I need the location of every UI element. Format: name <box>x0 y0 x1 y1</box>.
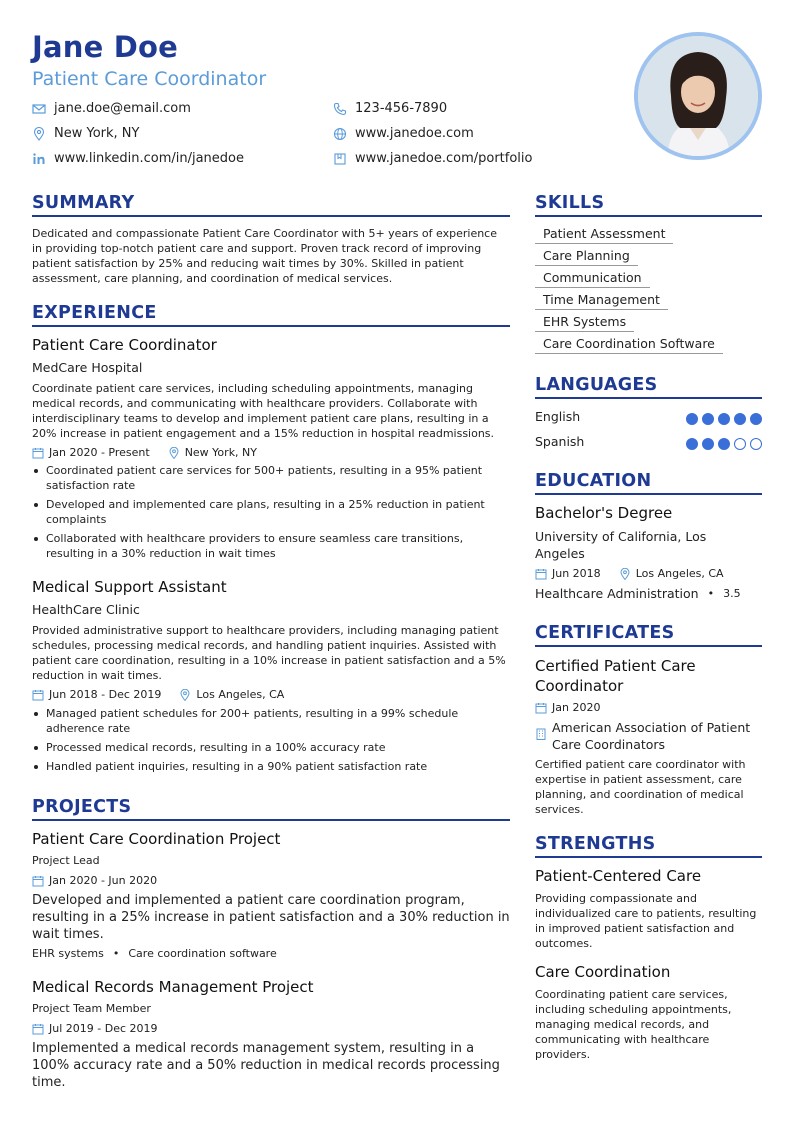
education-divider <box>535 493 762 495</box>
level-dot-filled <box>702 438 714 450</box>
level-dot-filled <box>750 413 762 425</box>
website-text: www.janedoe.com <box>355 126 474 141</box>
languages-divider <box>535 397 762 399</box>
project-1-meta <box>32 874 157 887</box>
portfolio-text: www.janedoe.com/portfolio <box>355 151 533 166</box>
tag: EHR systems <box>32 947 104 960</box>
level-dot-empty <box>750 438 762 450</box>
language-level-dots <box>686 413 766 425</box>
location-pin-icon <box>619 568 631 580</box>
calendar-icon <box>535 702 547 714</box>
contact-location <box>32 126 139 141</box>
strengths-heading: STRENGTHS <box>535 834 656 854</box>
project-1-tags: EHR systems • Care coordination software <box>32 947 277 960</box>
job-2-company: HealthCare Clinic <box>32 602 140 617</box>
education-school: University of California, Los Angeles <box>535 529 707 561</box>
project-1-role: Project Lead <box>32 854 100 867</box>
project-1-dates: Jan 2020 - Jun 2020 <box>49 874 158 887</box>
calendar-icon <box>32 447 44 459</box>
education-field: Healthcare Administration <box>535 586 699 601</box>
education-gpa: 3.5 <box>723 587 741 600</box>
job-1-bullets <box>32 463 510 565</box>
globe-icon <box>333 127 347 141</box>
education-field-row: Healthcare Administration • 3.5 <box>535 586 741 601</box>
calendar-icon <box>32 689 44 701</box>
location-text: New York, NY <box>54 126 140 141</box>
strength-2-name: Care Coordination <box>535 963 671 981</box>
certificate-issuer-row <box>535 719 764 753</box>
linkedin-icon <box>32 152 46 166</box>
strength-1-description: Providing compassionate and individualized care to patients, resulting in improved patient satisfaction and outcomes. <box>535 892 757 950</box>
job-2-title: Medical Support Assistant <box>32 578 227 596</box>
language-level-dots <box>686 438 766 450</box>
certificate-issuer: American Association of Patient Care Coordinators <box>552 720 751 752</box>
job-2-description: Provided administrative support to healthcare providers, including managing patient schedules, processing medical records, and handling patient inquiries. Assisted with patient care coordination, resulting in a 10% increase in patient satisfaction and a 5% reduction in wait times. <box>32 624 506 682</box>
skill-tag: Care Planning <box>535 248 638 266</box>
level-dot-empty <box>734 438 746 450</box>
job-1-location: New York, NY <box>184 446 257 459</box>
project-1-name: Patient Care Coordination Project <box>32 830 281 848</box>
certificate-date: Jan 2020 <box>552 701 601 714</box>
email-text: jane.doe@email.com <box>54 101 191 116</box>
projects-divider <box>32 819 510 821</box>
project-1-description: Developed and implemented a patient care coordination program, resulting in a 25% increase in patient satisfaction and a 30% reduction in wait times. <box>32 893 510 942</box>
project-2-name: Medical Records Management Project <box>32 978 314 996</box>
projects-heading: PROJECTS <box>32 797 132 817</box>
portfolio-icon <box>333 152 347 166</box>
summary-divider <box>32 215 510 217</box>
job-1-company: MedCare Hospital <box>32 360 143 375</box>
contact-website[interactable] <box>333 126 474 141</box>
summary-text: Dedicated and compassionate Patient Care Coordinator with 5+ years of experience in providing top-notch patient care and support. Proven track record of improving patient satisfaction by 25% and reducing wait times by 30%. Skilled in patient assessment, care planning, and coordination of medical services. <box>32 227 497 285</box>
strengths-divider <box>535 856 762 858</box>
education-location: Los Angeles, CA <box>635 567 724 580</box>
education-date: Jun 2018 <box>552 567 601 580</box>
skill-tag: Care Coordination Software <box>535 336 723 354</box>
contact-linkedin[interactable] <box>32 151 244 166</box>
certificate-meta <box>535 701 600 714</box>
skill-tag: Patient Assessment <box>535 226 673 244</box>
project-2-role: Project Team Member <box>32 1002 151 1015</box>
level-dot-filled <box>734 413 746 425</box>
project-2-description: Implemented a medical records management system, resulting in a 100% accuracy rate and a 50% reduction in medical records processing time. <box>32 1041 500 1090</box>
list-item: Coordinated patient care services for 500+ patients, resulting in a 95% patient satisfaction rate <box>32 463 510 493</box>
skill-tag: EHR Systems <box>535 314 634 332</box>
tag: Care coordination software <box>128 947 277 960</box>
certificate-description: Certified patient care coordinator with expertise in patient assessment, care planning, and coordination of medical services. <box>535 758 746 816</box>
job-1-dates: Jan 2020 - Present <box>49 446 150 459</box>
certificates-heading: CERTIFICATES <box>535 623 675 643</box>
project-2-meta <box>32 1022 158 1035</box>
experience-heading: EXPERIENCE <box>32 303 157 323</box>
calendar-icon <box>535 568 547 580</box>
level-dot-filled <box>686 438 698 450</box>
languages-heading: LANGUAGES <box>535 375 658 395</box>
certificate-name: Certified Patient Care Coordinator <box>535 657 696 695</box>
building-icon <box>535 728 547 740</box>
job-1-meta <box>32 446 257 459</box>
strength-2-description: Coordinating patient care services, including scheduling appointments, managing medical records, and communicating with healthcare providers. <box>535 988 732 1061</box>
skills-divider <box>535 215 762 217</box>
contact-email[interactable] <box>32 101 191 116</box>
contact-phone[interactable] <box>333 101 447 116</box>
project-2-dates: Jul 2019 - Dec 2019 <box>49 1022 158 1035</box>
location-pin-icon <box>179 689 191 701</box>
list-item: Handled patient inquiries, resulting in a 90% patient satisfaction rate <box>32 759 510 774</box>
contact-portfolio[interactable] <box>333 151 533 166</box>
list-item: Managed patient schedules for 200+ patients, resulting in a 99% schedule adherence rate <box>32 706 510 736</box>
job-2-meta <box>32 688 284 701</box>
skill-tag: Communication <box>535 270 650 288</box>
language-name: English <box>535 409 581 424</box>
job-1-description: Coordinate patient care services, including scheduling appointments, managing medical records, and communicating with healthcare providers. Collaborate with interdisciplinary teams to develop and implement patient care plans, resulting in a 20% increase in patient engagement and a 15% reduction in hospital readmissions. <box>32 382 495 440</box>
phone-text: 123-456-7890 <box>355 101 448 116</box>
education-meta <box>535 567 724 580</box>
phone-icon <box>333 102 347 116</box>
education-heading: EDUCATION <box>535 471 652 491</box>
skills-heading: SKILLS <box>535 193 605 213</box>
candidate-role: Patient Care Coordinator <box>32 68 267 90</box>
education-degree: Bachelor's Degree <box>535 504 673 522</box>
profile-photo <box>634 32 762 160</box>
location-pin-icon <box>168 447 180 459</box>
level-dot-filled <box>702 413 714 425</box>
certificates-divider <box>535 645 762 647</box>
list-item: Developed and implemented care plans, resulting in a 25% reduction in patient complaints <box>32 497 510 527</box>
calendar-icon <box>32 1023 44 1035</box>
linkedin-text: www.linkedin.com/in/janedoe <box>54 151 244 166</box>
job-2-location: Los Angeles, CA <box>196 688 285 701</box>
language-name: Spanish <box>535 434 585 449</box>
summary-heading: SUMMARY <box>32 193 135 213</box>
job-2-dates: Jun 2018 - Dec 2019 <box>49 688 162 701</box>
job-2-bullets <box>32 706 510 778</box>
experience-divider <box>32 325 510 327</box>
location-pin-icon <box>32 127 46 141</box>
list-item: Processed medical records, resulting in a 100% accuracy rate <box>32 740 510 755</box>
list-item: Collaborated with healthcare providers to ensure seamless care transitions, resulting in a 30% reduction in wait times <box>32 531 510 561</box>
skill-tag: Time Management <box>535 292 668 310</box>
job-1-title: Patient Care Coordinator <box>32 336 217 354</box>
candidate-name: Jane Doe <box>32 30 179 64</box>
level-dot-filled <box>686 413 698 425</box>
level-dot-filled <box>718 438 730 450</box>
strength-1-name: Patient-Centered Care <box>535 867 702 885</box>
envelope-icon <box>32 102 46 116</box>
level-dot-filled <box>718 413 730 425</box>
calendar-icon <box>32 875 44 887</box>
